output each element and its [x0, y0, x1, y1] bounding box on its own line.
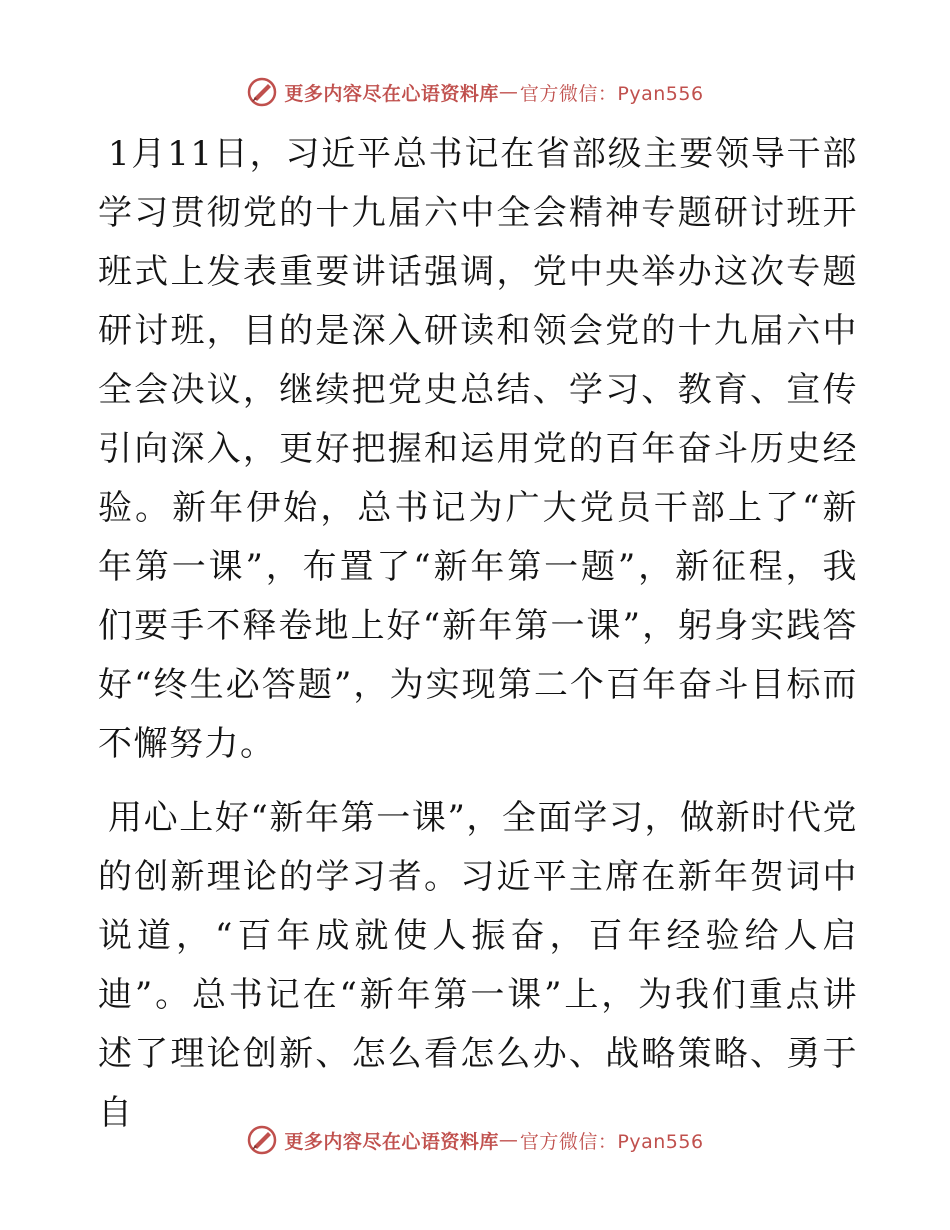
watermark-contact: 官方微信：Pyan556: [519, 1130, 704, 1153]
header-watermark: [0, 72, 950, 112]
watermark-contact: 官方微信：Pyan556: [519, 82, 704, 105]
brand-logo-icon: [246, 76, 278, 108]
document-body: [98, 125, 858, 1158]
paragraph-2: 用心上好“新年第一课”，全面学习，做新时代党的创新理论的学习者。习近平主席在新年贺词中说道，“百年成就使人振奋，百年经验给人启迪”。总书记在“新年第一课”上，为我们重点讲述了理论创新、怎么看怎么办、战略策略、勇于自: [98, 798, 858, 1133]
watermark-separator: —: [498, 1129, 518, 1151]
footer-watermark: [0, 1120, 950, 1160]
brand-logo-icon: [246, 1124, 278, 1156]
paragraph-1: 1月11日，习近平总书记在省部级主要领导干部学习贯彻党的十九届六中全会精神专题研讨班开班式上发表重要讲话强调，党中央举办这次专题研讨班，目的是深入研读和领会党的十九届六中全会决议，继续把党史总结、学习、教育、宣传引向深入，更好把握和运用党的百年奋斗历史经验。新年伊始，总书记为广大党员干部上了“新年第一课”，布置了“新年第一题”，新征程，我们要手不释卷地上好“新年第一课”，躬身实践答好“终生必答题”，为实现第二个百年奋斗目标而不懈努力。: [98, 134, 858, 764]
watermark-text: 更多内容尽在心语资料库: [284, 82, 499, 105]
watermark-text: 更多内容尽在心语资料库: [284, 1130, 499, 1153]
watermark-separator: —: [498, 81, 518, 103]
